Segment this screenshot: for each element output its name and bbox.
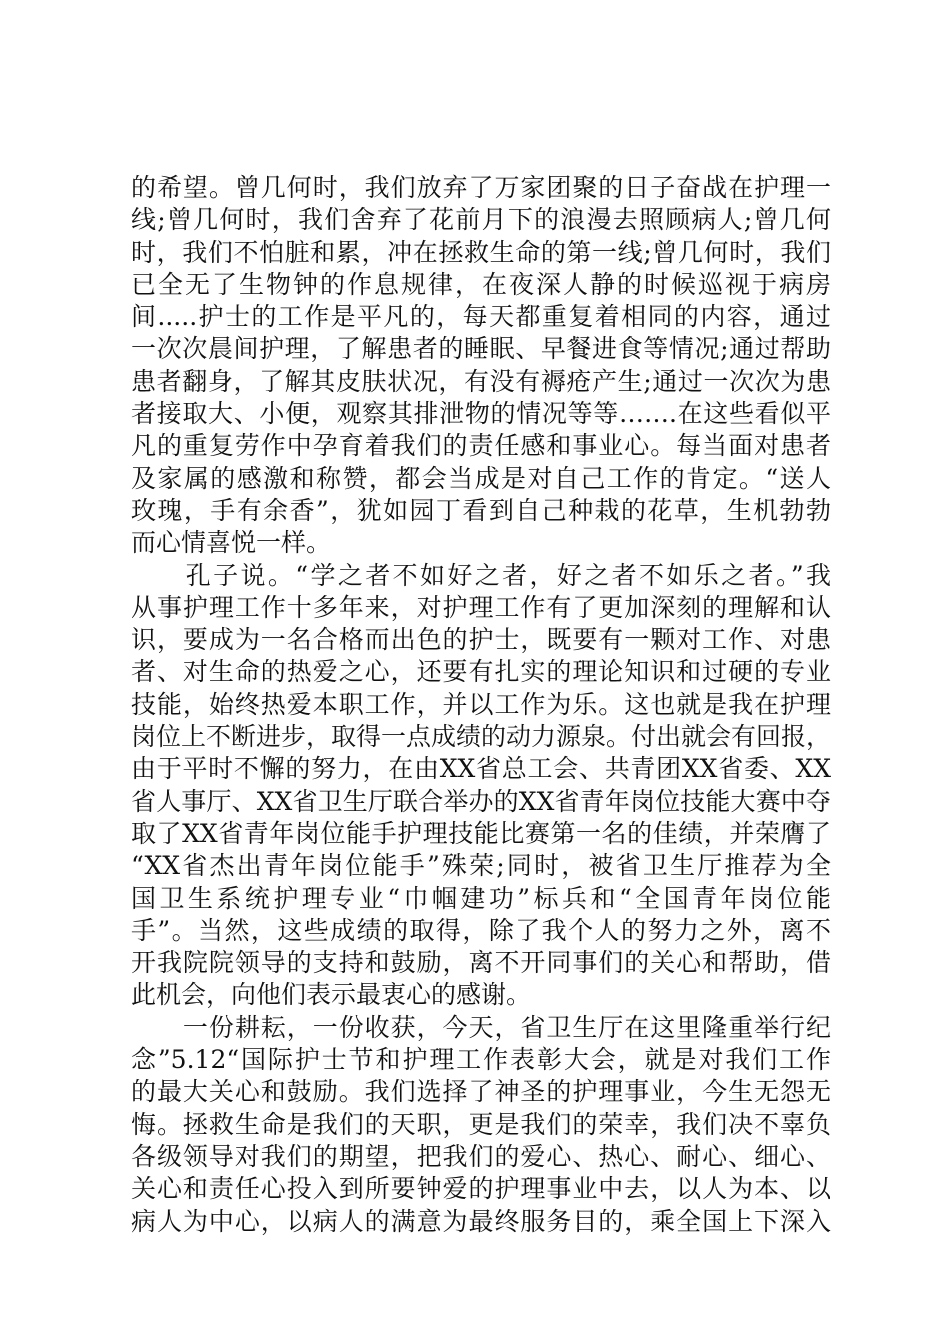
text-line: 一次次晨间护理，了解患者的睡眠、早餐进食等情况;通过帮助 [131,334,831,364]
text-line: 凡的重复劳作中孕育着我们的责任感和事业心。每当面对患者 [131,431,831,461]
text-line: 悔。拯救生命是我们的天职，更是我们的荣幸，我们决不辜负 [131,1109,831,1139]
text-line: 的最大关心和鼓励。我们选择了神圣的护理事业，今生无怨无 [131,1077,831,1107]
text-line: 病人为中心，以病人的满意为最终服务目的，乘全国上下深入 [131,1206,831,1236]
text-line: 者接取大、小便，观察其排泄物的情况等等…….在这些看似平 [131,399,831,429]
text-line: 念”5.12“国际护士节和护理工作表彰大会，就是对我们工作 [131,1045,831,1075]
text-line: 时，我们不怕脏和累，冲在拯救生命的第一线;曾几何时，我们 [131,237,831,267]
text-line: 省人事厅、XX省卫生厅联合举办的XX省青年岗位技能大赛中夺 [131,786,831,816]
text-line: 岗位上不断进步，取得一点成绩的动力源泉。付出就会有回报， [131,722,832,752]
text-line: 者、对生命的热爱之心，还要有扎实的理论知识和过硬的专业 [131,657,831,687]
text-line: 技能，始终热爱本职工作，并以工作为乐。这也就是我在护理 [131,689,831,719]
text-line: 各级领导对我们的期望，把我们的爱心、热心、耐心、细心、 [131,1141,831,1171]
text-line: 及家属的感激和称赞，都会当成是对自己工作的肯定。“送人 [131,463,831,493]
text-line: 患者翻身，了解其皮肤状况，有没有褥疮产生;通过一次次为患 [131,366,831,396]
text-line: 识，要成为一名合格而出色的护士，既要有一颗对工作、对患 [131,625,831,655]
paragraph-start-line: 一份耕耘，一份收获，今天，省卫生厅在这里隆重举行纪 [131,1012,831,1042]
text-line: “XX省杰出青年岗位能手”殊荣;同时，被省卫生厅推荐为全 [131,851,831,881]
text-line: 取了XX省青年岗位能手护理技能比赛第一名的佳绩，并荣膺了 [131,818,831,848]
paragraph-end-line: 而心情喜悦一样。 [131,528,332,558]
text-line: 从事护理工作十多年来，对护理工作有了更加深刻的理解和认 [131,592,831,622]
text-line: 国卫生系统护理专业“巾帼建功”标兵和“全国青年岗位能 [131,883,831,913]
body-text [131,172,831,1238]
paragraph-start-line: 孔子说。“学之者不如好之者，好之者不如乐之者。”我 [131,560,831,590]
text-line: 玫瑰，手有余香”，犹如园丁看到自己种栽的花草，生机勃勃 [131,495,831,525]
text-line: 线;曾几何时，我们舍弃了花前月下的浪漫去照顾病人;曾几何 [131,205,831,235]
text-line: 间.....护士的工作是平凡的，每天都重复着相同的内容，通过 [131,302,831,332]
text-line: 手”。当然，这些成绩的取得，除了我个人的努力之外，离不 [131,915,831,945]
text-line: 的希望。曾几何时，我们放弃了万家团聚的日子奋战在护理一 [131,173,831,202]
text-line: 已全无了生物钟的作息规律，在夜深人静的时候巡视于病房 [131,269,831,299]
text-line: 由于平时不懈的努力，在由XX省总工会、共青团XX省委、XX [131,754,831,784]
text-line: 关心和责任心投入到所要钟爱的护理事业中去，以人为本、以 [131,1174,831,1204]
paragraph-end-line: 此机会，向他们表示最衷心的感谢。 [131,980,532,1010]
text-line: 开我院院领导的支持和鼓励，离不开同事们的关心和帮助，借 [131,948,831,978]
